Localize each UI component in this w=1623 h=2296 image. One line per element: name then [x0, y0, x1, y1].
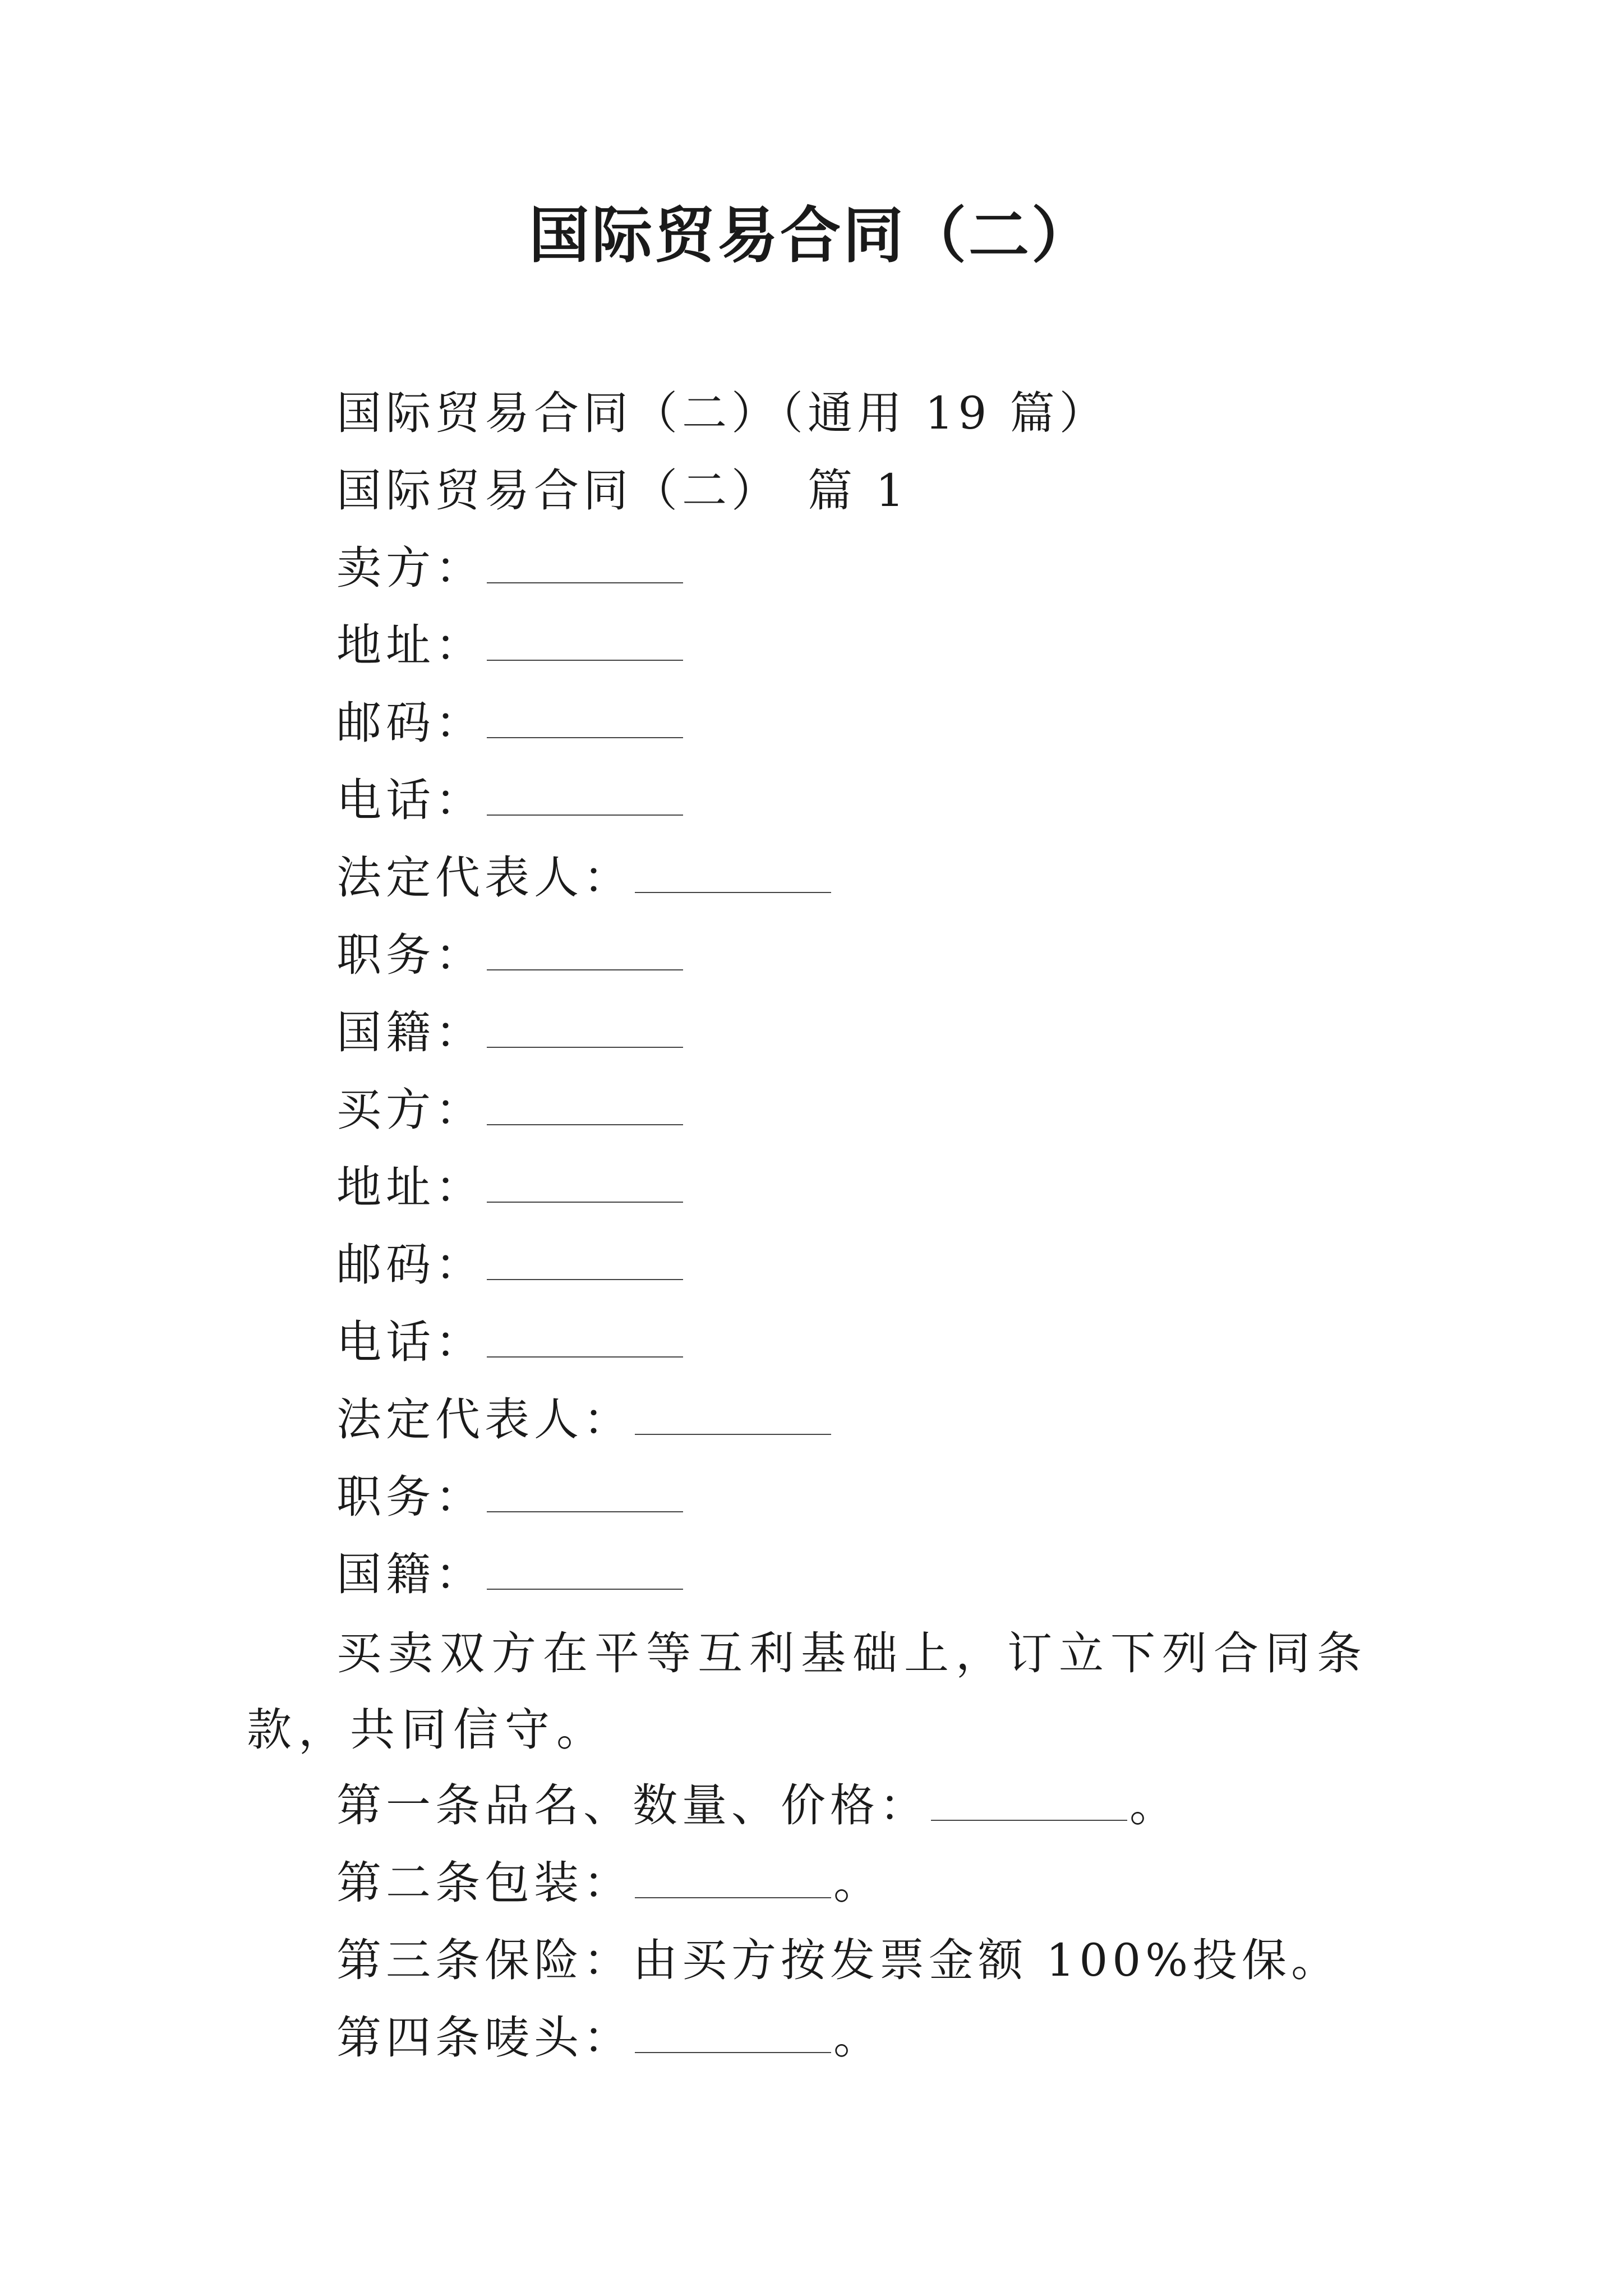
seller-legal-rep-row — [336, 850, 833, 906]
seller-nationality-label: 国籍： — [336, 1006, 485, 1059]
clause-4-label: 第四条唛头： — [336, 2012, 633, 2064]
buyer-blank[interactable] — [487, 1085, 683, 1125]
clause-3-row: 第三条保险：由买方按发票金额 100%投保。 — [336, 1934, 1341, 1986]
clause-2-blank[interactable] — [635, 1858, 831, 1898]
clause-1-label: 第一条品名、数量、价格： — [336, 1779, 929, 1832]
seller-nationality-blank[interactable] — [487, 1007, 683, 1048]
buyer-legal-rep-blank[interactable] — [635, 1395, 831, 1435]
seller-phone-blank[interactable] — [487, 775, 683, 816]
section-heading: 国际贸易合同（二） 篇 1 — [336, 464, 909, 517]
clause-4-row — [336, 2010, 883, 2066]
buyer-position-row — [336, 1469, 685, 1525]
seller-postcode-blank[interactable] — [487, 698, 683, 738]
clause-2-row — [336, 1855, 883, 1911]
preamble-paragraph: 买卖双方在平等互利基础上，订立下列合同条款，共同信守。 — [247, 1627, 1368, 1756]
buyer-postcode-blank[interactable] — [487, 1240, 683, 1280]
buyer-nationality-label: 国籍： — [336, 1548, 485, 1600]
buyer-legal-rep-row — [336, 1392, 833, 1448]
seller-position-label: 职务： — [336, 929, 485, 981]
buyer-position-blank[interactable] — [487, 1472, 683, 1512]
seller-position-row — [336, 927, 685, 983]
buyer-address-row — [336, 1159, 685, 1216]
seller-label: 卖方： — [336, 542, 485, 594]
buyer-nationality-row — [336, 1547, 685, 1603]
seller-blank[interactable] — [487, 543, 683, 583]
clause-2-label: 第二条包装： — [336, 1857, 633, 1909]
buyer-phone-row — [336, 1314, 685, 1370]
clause-1-blank[interactable] — [931, 1780, 1127, 1821]
seller-address-row — [336, 618, 685, 674]
page-title: 国际贸易合同（二） — [528, 200, 1094, 271]
buyer-phone-label: 电话： — [336, 1316, 485, 1368]
clause-1-row — [336, 1778, 1179, 1834]
seller-position-blank[interactable] — [487, 930, 683, 970]
seller-nationality-row — [336, 1005, 685, 1061]
buyer-nationality-blank[interactable] — [487, 1549, 683, 1590]
seller-phone-label: 电话： — [336, 774, 485, 826]
buyer-position-label: 职务： — [336, 1471, 485, 1523]
buyer-address-label: 地址： — [336, 1161, 485, 1213]
seller-postcode-label: 邮码： — [336, 697, 485, 749]
clause-4-blank[interactable] — [635, 2013, 831, 2053]
buyer-postcode-label: 邮码： — [336, 1239, 485, 1291]
seller-address-label: 地址： — [336, 619, 485, 671]
seller-legal-rep-label: 法定代表人： — [336, 852, 633, 904]
seller-phone-row — [336, 772, 685, 829]
seller-row — [336, 540, 685, 596]
clause-4-period: 。 — [833, 2012, 883, 2064]
buyer-label: 买方： — [336, 1084, 485, 1136]
clause-2-period: 。 — [833, 1857, 883, 1909]
buyer-row — [336, 1082, 685, 1138]
document-subtitle: 国际贸易合同（二）（通用 19 篇） — [336, 387, 1109, 439]
buyer-legal-rep-label: 法定代表人： — [336, 1393, 633, 1446]
seller-postcode-row — [336, 695, 685, 751]
buyer-address-blank[interactable] — [487, 1162, 683, 1203]
clause-1-period: 。 — [1129, 1779, 1179, 1832]
buyer-phone-blank[interactable] — [487, 1317, 683, 1358]
buyer-postcode-row — [336, 1237, 685, 1293]
seller-legal-rep-blank[interactable] — [635, 853, 831, 893]
seller-address-blank[interactable] — [487, 620, 683, 661]
